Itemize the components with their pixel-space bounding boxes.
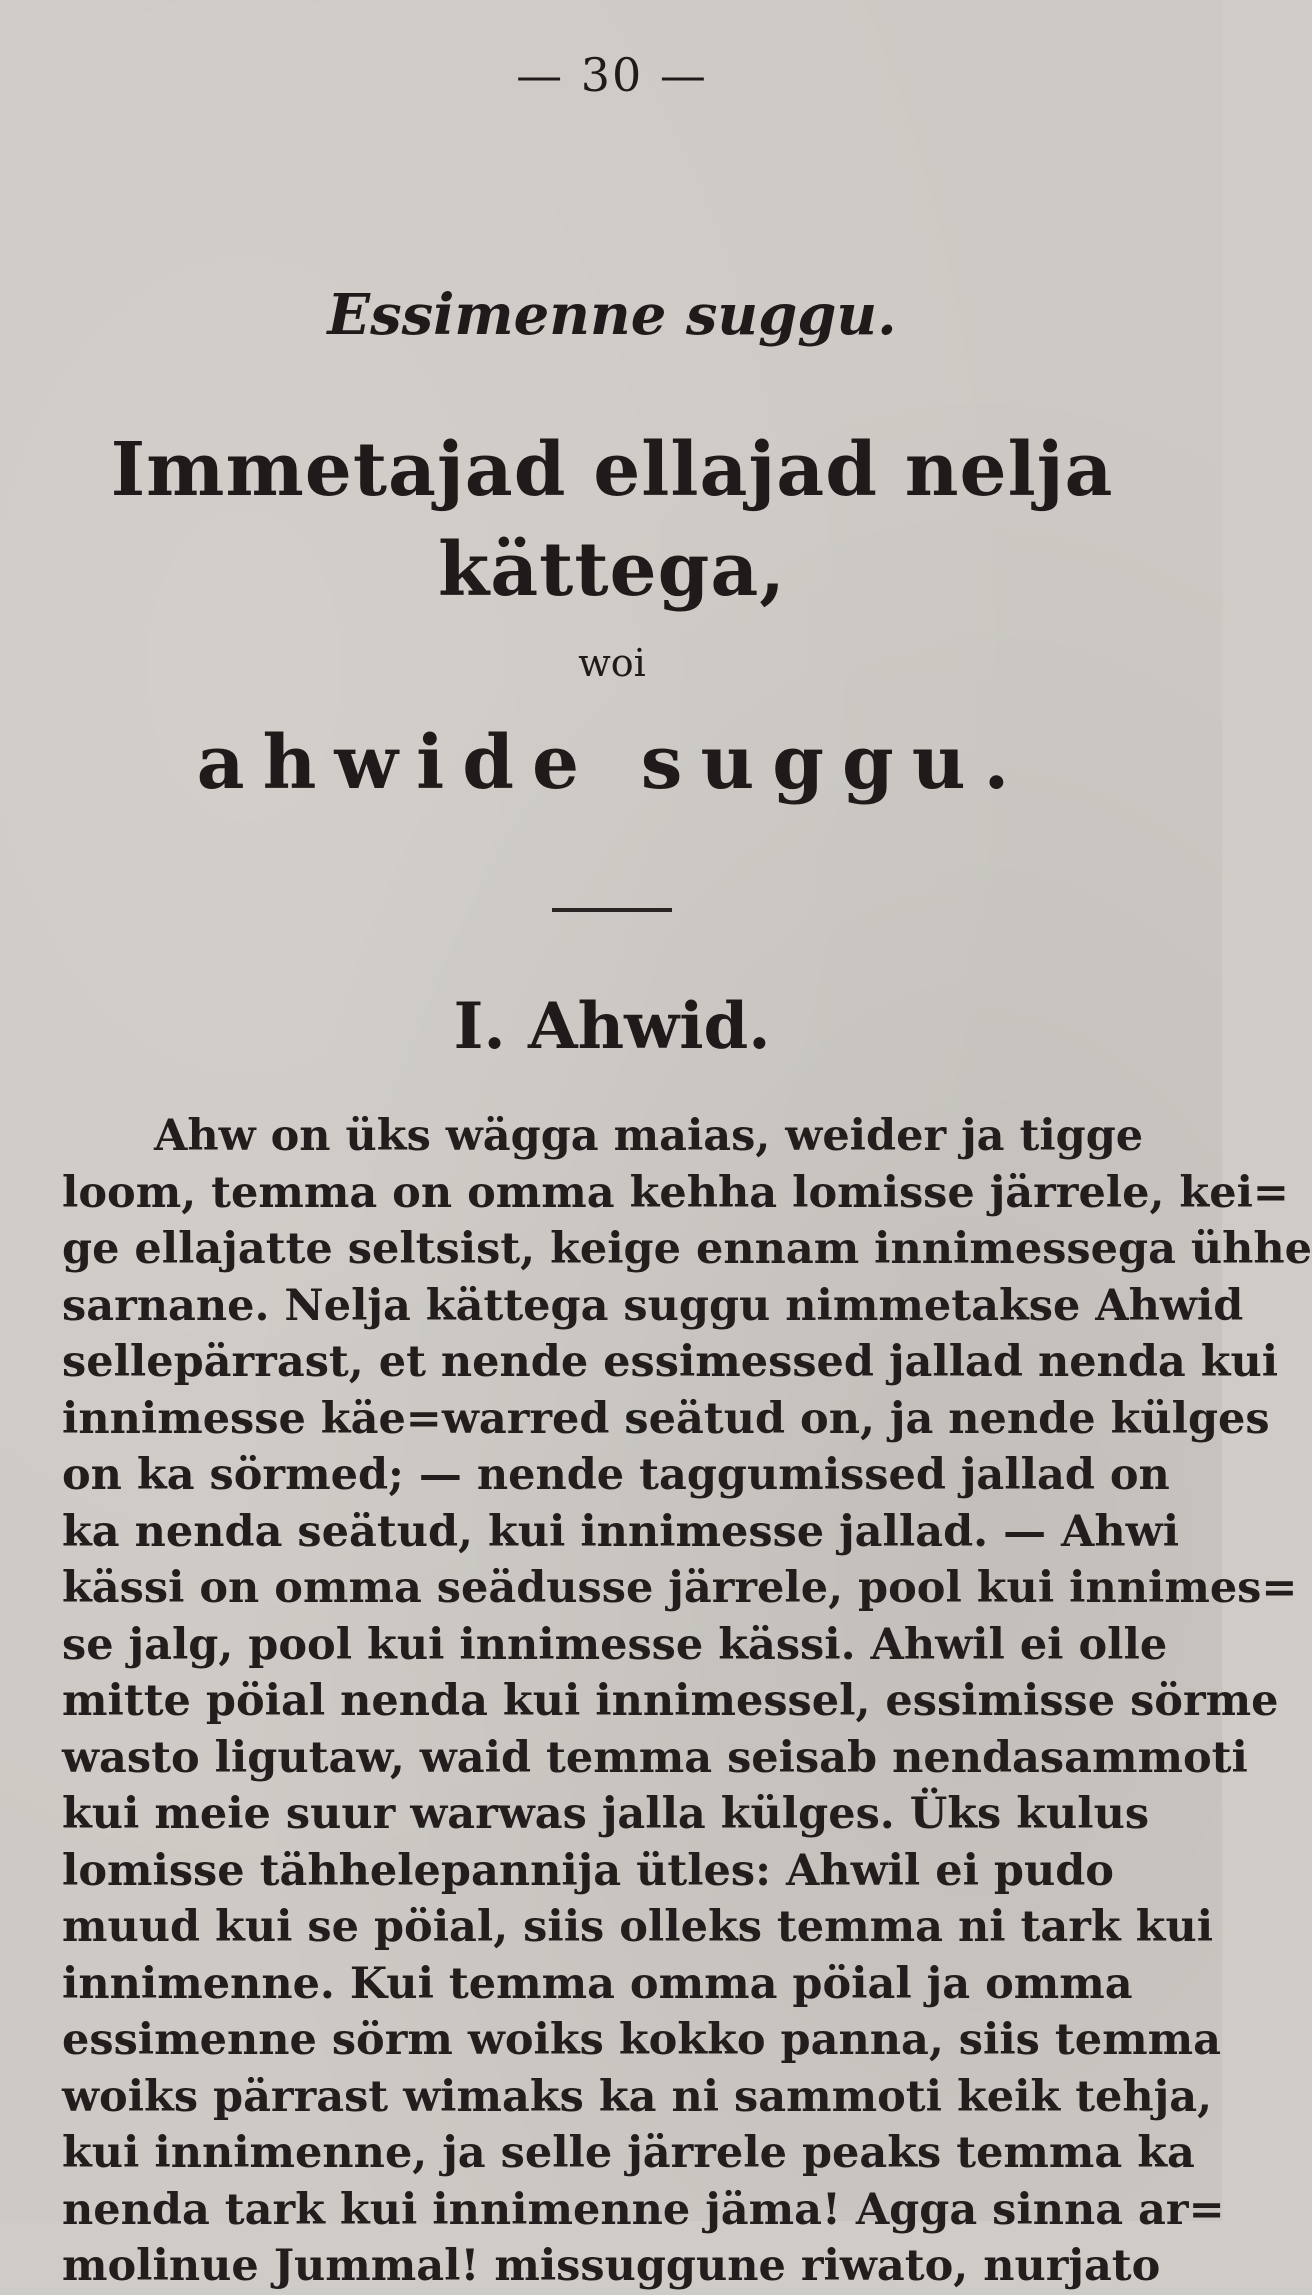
page-number: — 30 — [516, 48, 708, 102]
section-title: Essimenne suggu. [327, 282, 897, 348]
body-text [62, 1108, 1312, 2295]
text-line: kui innimenne, ja selle järrele peaks temma ka [62, 2128, 1195, 2178]
conjunction-word: woi [578, 641, 646, 685]
chapter-heading: I. Ahwid. [453, 989, 771, 1064]
divider-rule [552, 908, 672, 912]
text-line: se jalg, pool kui innimesse kässi. Ahwil ei olle [62, 1619, 1168, 1670]
text-line: innimenne. Kui temma omma pöial ja omma [62, 1958, 1133, 2009]
text-line: mitte pöial nenda kui innimessel, essimisse sörme [62, 1676, 1279, 1726]
main-heading: Immetajad ellajad nelja kättega, [110, 427, 1114, 613]
text-line: innimesse käe=warred seätud on, ja nende külges [62, 1393, 1270, 1444]
text-line: ka nenda seätud, kui innimesse jallad. — Ahwi [62, 1506, 1180, 1557]
text-line: molinue Jummal! missuggune riwato, nurjato [62, 2241, 1161, 2291]
text-line: loom, temma on omma kehha lomisse järrele, kei= [62, 1167, 1289, 1218]
text-line: sellepärrast, et nende essimessed jallad nenda kui [62, 1337, 1279, 1387]
text-line: Ahw on üks wägga maias, weider ja tigge [154, 1111, 1144, 1161]
text-line: muud kui se pöial, siis olleks temma ni tark kui [62, 1902, 1214, 1952]
text-line: kässi on omma seädusse järrele, pool kui innimes= [62, 1563, 1298, 1613]
text-line: kui meie suur warwas jalla külges. Üks kulus [62, 1789, 1150, 1839]
text-line: on ka sörmed; — nende taggumissed jallad on [62, 1450, 1170, 1500]
text-line: woiks pärrast wimaks ka ni sammoti keik tehja, [62, 2071, 1213, 2122]
text-line: essimenne sörm woiks kokko panna, siis temma [62, 2015, 1221, 2065]
text-line: nenda tark kui innimenne jäma! Agga sinna ar= [62, 2184, 1225, 2235]
text-line: lomisse tähhelepannija ütles: Ahwil ei pudo [62, 1845, 1114, 1896]
text-line: sarnane. Nelja kättega suggu nimmetakse Ahwid [62, 1280, 1244, 1331]
sub-heading: ahwide suggu. [196, 720, 1028, 806]
text-line: wasto ligutaw, waid temma seisab nendasammoti [62, 1732, 1248, 1783]
text-line: ge ellajatte seltsist, keige ennam innimessega ühhe [62, 1224, 1312, 1274]
